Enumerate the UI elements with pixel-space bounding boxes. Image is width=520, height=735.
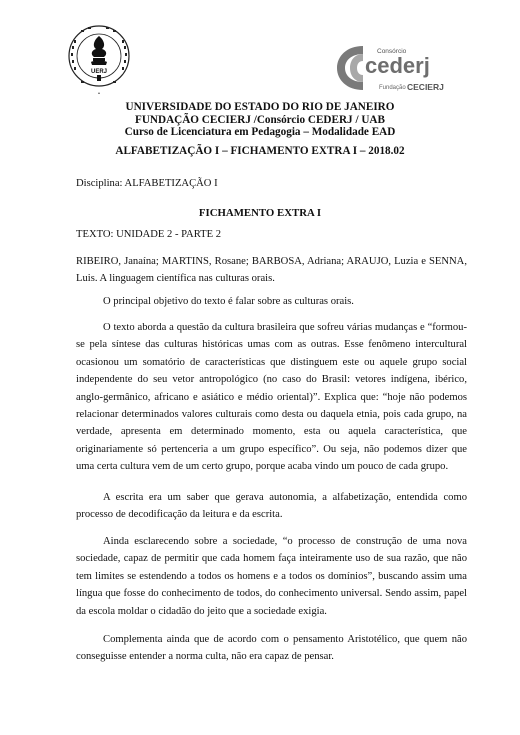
foundation-name: FUNDAÇÃO CECIERJ /Consórcio CEDERJ / UAB <box>135 114 385 126</box>
course-name: Curso de Licenciatura em Pedagogia – Modalidade EAD <box>124 126 396 138</box>
paragraph: A escrita era um saber que gerava autonomia, a alfabetização, entendida como processo de decodificação da leitura e da escrita. <box>76 492 467 521</box>
cederj-logo <box>333 40 453 96</box>
uerj-logo <box>66 20 132 98</box>
fundacao-label: Fundação <box>379 85 406 91</box>
svg-text:•: • <box>98 91 100 97</box>
cederj-label: cederj <box>365 53 430 78</box>
university-name: UNIVERSIDADE DO ESTADO DO RIO DE JANEIRO <box>125 101 395 113</box>
paragraph: O texto aborda a questão da cultura brasileira que sofreu várias mudanças e “formou-se pela síntese das culturas históricas umas com as outras. Esse fenômeno intercultural ocasionou um somatório de características que distinguem este ou aquele grupo social independente do seu vetor antropológico (no caso do Brasil: vetores indígena, ibérico, anglo-germânico, africano e asiático e médio oriental)”. Explica que: “hoje não podemos relacionar determinados valores culturais como desta ou daquela etnia, pois cada grupo, na verdade, apresenta em determinado momento, esta ou aquela característica, que originariamente só pertenceria a um grupo específico”. Ou seja, não podemos dizer que uma certa cultura vem de um certo grupo, porque acaba vindo um pouco de cada grupo. <box>76 322 467 473</box>
fichamento-title: FICHAMENTO EXTRA I <box>198 207 322 219</box>
discipline-line: Disciplina: ALFABETIZAÇÃO I <box>76 178 218 189</box>
paragraph: Complementa ainda que de acordo com o pensamento Aristotélico, que quem não conseguisse entender a norma culta, não era capaz de pensar. <box>76 634 467 663</box>
texto-line: TEXTO: UNIDADE 2 - PARTE 2 <box>76 229 222 240</box>
uerj-seal-label: UERJ <box>90 69 108 75</box>
assignment-title: ALFABETIZAÇÃO I – FICHAMENTO EXTRA I – 2018.02 <box>115 145 405 157</box>
paragraph: O principal objetivo do texto é falar sobre as culturas orais. <box>103 296 354 307</box>
paragraph: Ainda esclarecendo sobre a sociedade, “o processo de construção de uma nova sociedade, capaz de permitir que cada homem faça inteiramente uso de sua razão, que não tem limites se estendendo a todos os homens e a todos os domínios”, buscando assim uma língua que fosse do conhecimento de todos, do conhecimento universal. Sendo assim, papel da escola moldar o cidadão do jeito que a sociedade exigia. <box>76 536 467 617</box>
consorcio-label: Consórcio <box>377 48 407 55</box>
cecierj-label: CECIERJ <box>407 82 444 92</box>
reference: RIBEIRO, Janaína; MARTINS, Rosane; BARBOSA, Adriana; ARAUJO, Luzia e SENNA, Luis. A linguagem científica nas culturas orais. <box>76 256 467 285</box>
